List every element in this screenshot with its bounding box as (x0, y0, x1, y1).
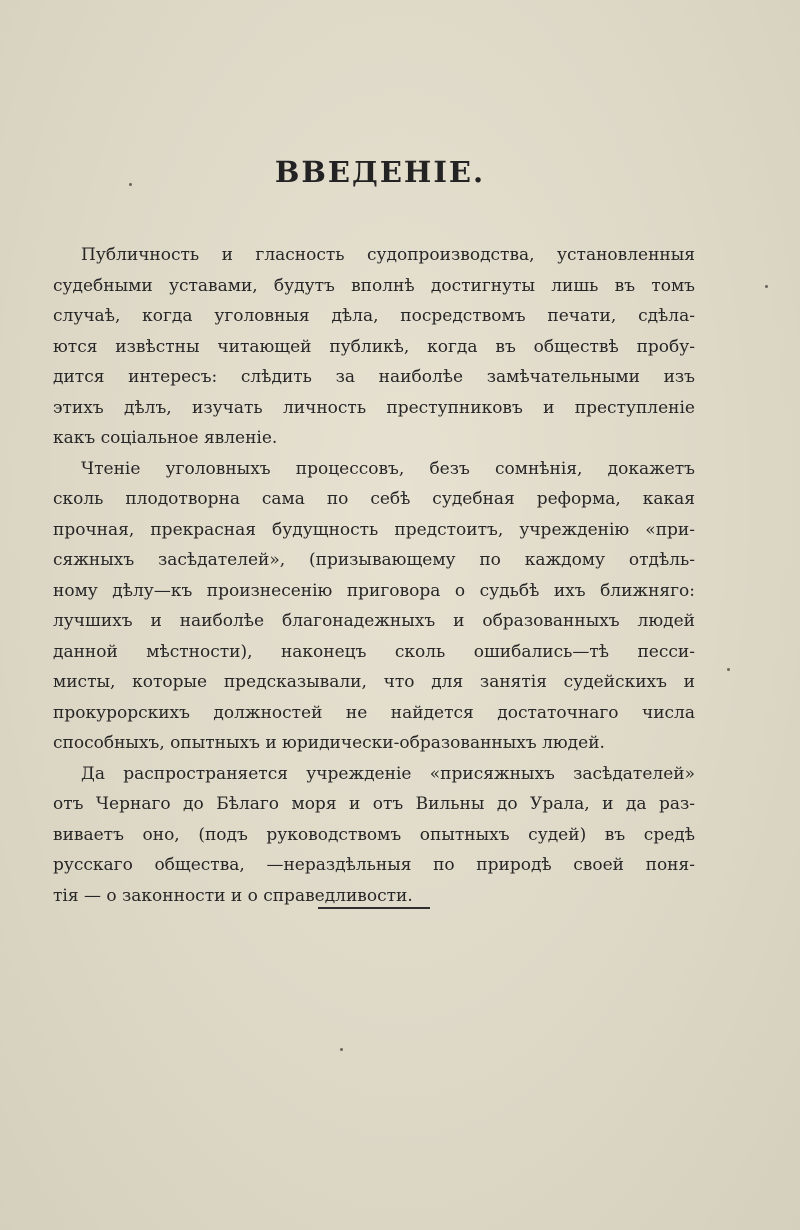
text-line: Чтеніе уголовныхъ процессовъ, безъ сомнѣнія, докажетъ (81, 458, 695, 479)
text-line: Да распространяется учрежденіе «присяжныхъ засѣдателей» (81, 763, 695, 784)
text-line: сколь плодотворна сама по себѣ судебная реформа, какая (53, 489, 695, 509)
text-line: дится интересъ: слѣдить за наиболѣе замѣчательными изъ (53, 367, 695, 387)
paragraph-2 (53, 454, 695, 759)
text-line: этихъ дѣлъ, изучать личность преступниковъ и преступленіе (53, 397, 695, 418)
text-line: русскаго общества, —нераздѣльныя по природѣ своей поня- (53, 855, 695, 875)
paper-speck (765, 285, 768, 288)
text-line: лучшихъ и наиболѣе благонадежныхъ и образованныхъ людей (53, 611, 695, 631)
text-line: виваетъ оно, (подъ руководствомъ опытныхъ судей) въ средѣ (53, 824, 695, 845)
text-line: данной мѣстности), наконецъ сколь ошибались—тѣ песси- (53, 641, 695, 662)
body-text (53, 240, 695, 911)
text-line: ному дѣлу—къ произнесенію приговора о судьбѣ ихъ ближняго: (53, 580, 695, 601)
text-line: судебными уставами, будутъ вполнѣ достигнуты лишь въ томъ (53, 275, 695, 296)
paper-speck (727, 668, 730, 671)
paper-speck (129, 183, 132, 186)
text-line: какъ соціальное явленіе. (53, 428, 278, 448)
text-line: сяжныхъ засѣдателей», (призывающему по каждому отдѣль- (53, 550, 695, 570)
text-line: прокурорскихъ должностей не найдется достаточнаго числа (53, 702, 695, 723)
text-line: мисты, которые предсказывали, что для занятія судейскихъ и (53, 672, 695, 692)
paragraph-3 (53, 759, 695, 912)
text-line: тія — о законности и о справедливости. (53, 885, 413, 906)
paper-speck (340, 1048, 343, 1051)
text-line: прочная, прекрасная будущность предстоитъ, учрежденію «при- (53, 519, 695, 540)
text-line: случаѣ, когда уголовныя дѣла, посредствомъ печати, сдѣла- (53, 306, 695, 326)
text-line: способныхъ, опытныхъ и юридически-образованныхъ людей. (53, 733, 605, 753)
text-line: Публичность и гласность судопроизводства, установленныя (81, 245, 695, 265)
text-line: ются извѣстны читающей публикѣ, когда въ обществѣ пробу- (53, 336, 695, 357)
paragraph-1 (53, 240, 695, 454)
text-line: отъ Чернаго до Бѣлаго моря и отъ Вильны до Урала, и да раз- (53, 794, 695, 814)
closing-rule (318, 907, 430, 909)
page-title: ВВЕДЕНІЕ. (274, 155, 486, 189)
